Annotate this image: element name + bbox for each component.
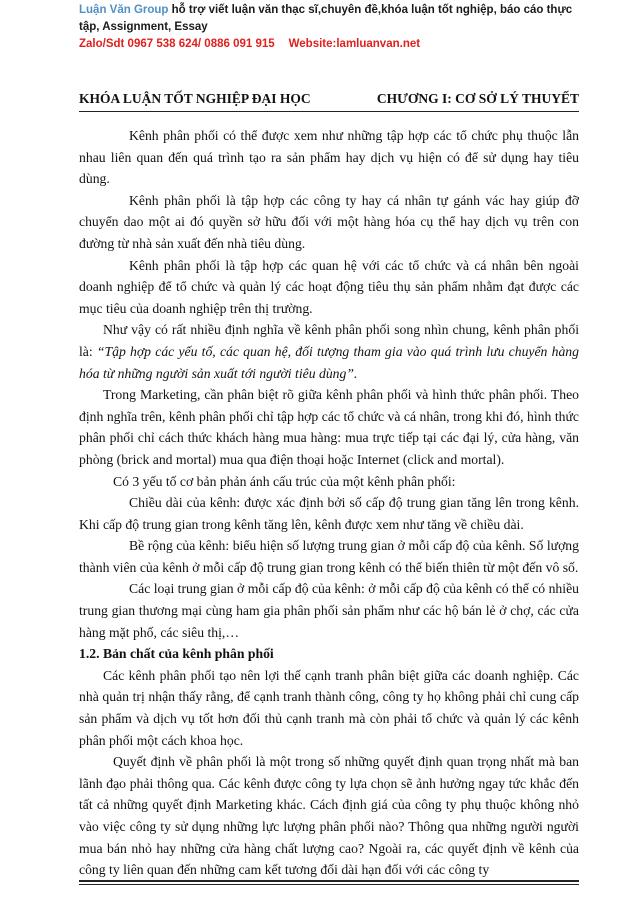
- header-right: CHƯƠNG I: CƠ SỞ LÝ THUYẾT: [376, 91, 579, 106]
- banner-line-2: tập, Assignment, Essay: [79, 21, 208, 33]
- footer-rule-thick: [79, 880, 579, 882]
- paragraph-8: Bề rộng của kênh: biểu hiện số lượng trung gian ở mỗi cấp độ của kênh. Số lượng thành viên của kênh ở mỗi cấp độ trung gian trong kênh có thể biến thiên từ một đến vô số.: [79, 538, 579, 575]
- paragraph-1: Kênh phân phối có thể được xem như những tập hợp các tổ chức phụ thuộc lẫn nhau liên quan đến quá trình tạo ra sản phẩm hay dịch vụ hiện có để sử dụng hay tiêu dùng.: [79, 128, 579, 187]
- paragraph-5: Trong Marketing, cần phân biệt rõ giữa kênh phân phối và hình thức phân phối. Theo định nghĩa trên, kênh phân phối chỉ tập hợp các tổ chức và cá nhân, trong khi đó, hình thức phân phối chỉ cách thức khách hàng mua hàng: mua trực tiếp tại các đại lý, cửa hàng, văn phòng (brick and mortal) mua qua điện thoại hoặc Internet (click and mortal).: [79, 387, 579, 467]
- header-left: KHÓA LUẬN TỐT NGHIỆP ĐẠI HỌC: [79, 91, 311, 106]
- paragraph-11: Quyết định về phân phối là một trong số những quyết định quan trọng nhất mà ban lãnh đạo phải thông qua. Các kênh được công ty lựa chọn sẽ ảnh hưởng ngay tức khắc đến tất cả những quyết định Marketing khác. Cách định giá của công ty phụ thuộc không nhỏ vào việc công ty sử dụng những lực lượng phân phối nào? Thông qua những người người mua bán nhỏ hay những cửa hàng chất lượng cao? Ngoài ra, các quyết định về kênh của công ty liên quan đến những cam kết tương đối dài hạn đối với các công ty: [79, 754, 579, 878]
- banner-tagline: hỗ trợ viết luận văn thạc sĩ,chuyên đề,khóa luận tốt nghiệp, báo cáo thực: [168, 4, 573, 16]
- brand-name: Luận Văn Group: [79, 4, 169, 16]
- paragraph-4: [79, 319, 579, 384]
- website-link[interactable]: Website:lamluanvan.net: [288, 38, 421, 50]
- paragraph-10: Các kênh phân phối tạo nên lợi thế cạnh tranh phân biệt giữa các doanh nghiệp. Các nhà quản trị nhận thấy rằng, để cạnh tranh thành công, công ty họ không phải chỉ cung cấp sản phẩm và dịch vụ tốt hơn đối thủ cạnh tranh mà còn phải tổ chức và quản lý các kênh phân phối một cách khoa học.: [79, 667, 579, 748]
- paragraph-7: Chiều dài của kênh: được xác định bởi số cấp độ trung gian tăng lên trong kênh. Khi cấp độ trung gian trong kênh tăng lên, kênh được xem như tăng về chiều dài.: [79, 495, 579, 532]
- banner-line-3: [79, 36, 599, 53]
- footer-rule-thin: [79, 884, 579, 885]
- paragraph-9: Các loại trung gian ở mỗi cấp độ của kênh: ở mỗi cấp độ của kênh có thể có nhiều trung gian thương mại cùng ham gia phân phối sản phẩm như các hộ bán lẻ ở chợ, các cửa hàng mặt phố, các siêu thị,…: [79, 581, 579, 640]
- section-title: 1.2. Bản chất của kênh phân phối: [79, 646, 274, 662]
- definition-quote: “Tập hợp các yếu tố, các quan hệ, đối tượng tham gia vào quá trình lưu chuyển hàng hóa từ những người sản xuất tới người tiêu dùng”.: [79, 343, 579, 381]
- page-body: [79, 125, 579, 881]
- running-header: [79, 91, 579, 107]
- paragraph-3: Kênh phân phối là tập hợp các quan hệ với các tổ chức và cá nhân bên ngoài doanh nghiệp để tổ chức và quản lý các hoạt động tiêu thụ sản phẩm nhằm đạt được các mục tiêu của doanh nghiệp trên thị trường.: [79, 257, 579, 316]
- contact-phone: Zalo/Sdt 0967 538 624/ 0886 091 915: [79, 38, 275, 50]
- paragraph-2: Kênh phân phối là tập hợp các công ty hay cá nhân tự gánh vác hay giúp đỡ chuyển dao một ai đó quyền sở hữu đối với một hàng hóa cụ thể hay dịch vụ trên con đường từ nhà sản xuất đến nhà tiêu dùng.: [79, 192, 579, 251]
- paragraph-6: Có 3 yếu tố cơ bản phản ánh cấu trúc của một kênh phân phối:: [113, 473, 456, 489]
- promo-banner: [79, 2, 599, 53]
- paragraph-4-lead: Như vậy có rất nhiều định nghĩa về kênh phân phối song nhìn chung, kênh phân phối là:: [79, 322, 579, 359]
- header-rule: [79, 111, 579, 112]
- banner-line-1: [79, 2, 599, 19]
